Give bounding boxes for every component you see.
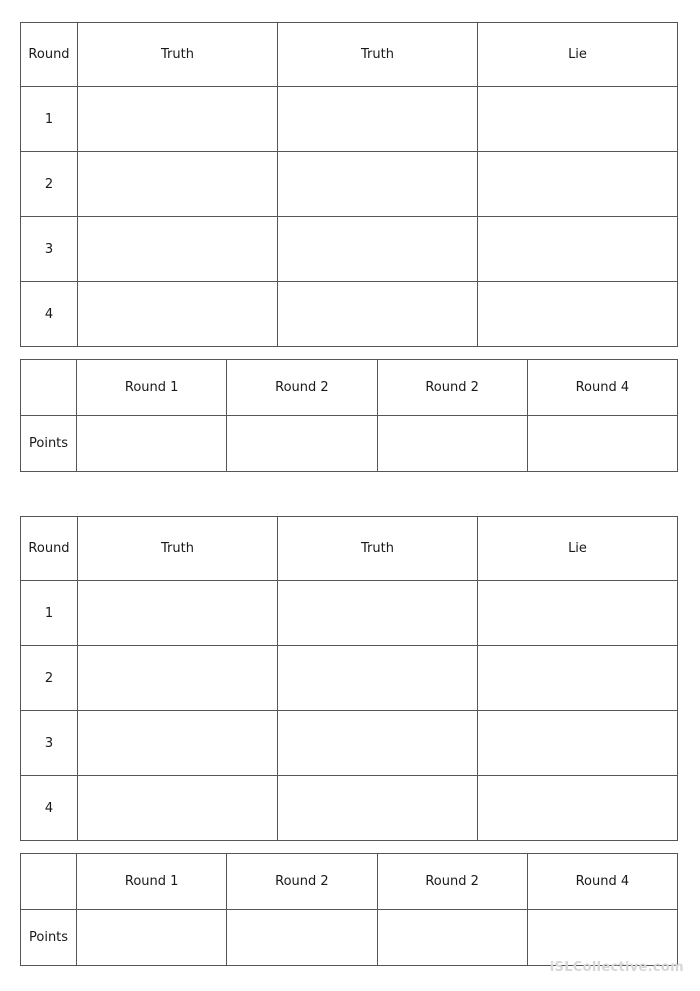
watermark: iSLCollective.com xyxy=(549,960,684,975)
points-row xyxy=(21,416,678,472)
points-row xyxy=(21,910,678,966)
table-row xyxy=(21,217,678,282)
truth-1-cell[interactable] xyxy=(78,581,278,646)
table-row xyxy=(21,776,678,841)
header-round-3: Round 2 xyxy=(377,360,527,416)
rounds-table-2 xyxy=(20,516,678,841)
lie-cell[interactable] xyxy=(478,152,678,217)
points-corner-cell xyxy=(21,360,77,416)
rounds-header-row xyxy=(21,23,678,87)
truth-1-cell[interactable] xyxy=(78,217,278,282)
round-number: 1 xyxy=(21,581,78,646)
header-round-4: Round 4 xyxy=(527,854,677,910)
table-row xyxy=(21,711,678,776)
header-round-1: Round 1 xyxy=(77,360,227,416)
points-label: Points xyxy=(21,416,77,472)
rounds-header-row xyxy=(21,517,678,581)
header-round-4: Round 4 xyxy=(527,360,677,416)
table-row xyxy=(21,581,678,646)
truth-1-cell[interactable] xyxy=(78,87,278,152)
points-cell-round-3[interactable] xyxy=(377,416,527,472)
round-number: 2 xyxy=(21,646,78,711)
header-round-3: Round 2 xyxy=(377,854,527,910)
round-number: 2 xyxy=(21,152,78,217)
truth-2-cell[interactable] xyxy=(278,217,478,282)
table-row xyxy=(21,282,678,347)
lie-cell[interactable] xyxy=(478,646,678,711)
round-number: 4 xyxy=(21,282,78,347)
lie-cell[interactable] xyxy=(478,282,678,347)
truth-1-cell[interactable] xyxy=(78,711,278,776)
lie-cell[interactable] xyxy=(478,87,678,152)
lie-cell[interactable] xyxy=(478,776,678,841)
truth-2-cell[interactable] xyxy=(278,646,478,711)
points-cell-round-4[interactable] xyxy=(527,416,677,472)
points-table-2 xyxy=(20,853,678,966)
header-truth-2: Truth xyxy=(278,23,478,87)
points-cell-round-2[interactable] xyxy=(227,910,377,966)
truth-2-cell[interactable] xyxy=(278,711,478,776)
points-cell-round-1[interactable] xyxy=(77,910,227,966)
lie-cell[interactable] xyxy=(478,581,678,646)
points-header-row xyxy=(21,360,678,416)
truth-1-cell[interactable] xyxy=(78,776,278,841)
header-truth-1: Truth xyxy=(78,23,278,87)
truth-2-cell[interactable] xyxy=(278,87,478,152)
header-truth-2: Truth xyxy=(278,517,478,581)
truth-1-cell[interactable] xyxy=(78,646,278,711)
points-cell-round-4[interactable] xyxy=(527,910,677,966)
header-lie: Lie xyxy=(478,23,678,87)
points-cell-round-3[interactable] xyxy=(377,910,527,966)
truth-2-cell[interactable] xyxy=(278,776,478,841)
points-cell-round-2[interactable] xyxy=(227,416,377,472)
lie-cell[interactable] xyxy=(478,217,678,282)
header-truth-1: Truth xyxy=(78,517,278,581)
table-row xyxy=(21,87,678,152)
truth-2-cell[interactable] xyxy=(278,581,478,646)
points-corner-cell xyxy=(21,854,77,910)
header-round: Round xyxy=(21,23,78,87)
table-row xyxy=(21,646,678,711)
lie-cell[interactable] xyxy=(478,711,678,776)
points-cell-round-1[interactable] xyxy=(77,416,227,472)
header-round: Round xyxy=(21,517,78,581)
points-table-1 xyxy=(20,359,678,472)
round-number: 3 xyxy=(21,711,78,776)
truth-2-cell[interactable] xyxy=(278,152,478,217)
rounds-table-1 xyxy=(20,22,678,347)
truth-1-cell[interactable] xyxy=(78,152,278,217)
truth-2-cell[interactable] xyxy=(278,282,478,347)
header-round-2: Round 2 xyxy=(227,854,377,910)
table-row xyxy=(21,152,678,217)
points-header-row xyxy=(21,854,678,910)
round-number: 4 xyxy=(21,776,78,841)
header-lie: Lie xyxy=(478,517,678,581)
round-number: 3 xyxy=(21,217,78,282)
header-round-2: Round 2 xyxy=(227,360,377,416)
points-label: Points xyxy=(21,910,77,966)
header-round-1: Round 1 xyxy=(77,854,227,910)
round-number: 1 xyxy=(21,87,78,152)
truth-1-cell[interactable] xyxy=(78,282,278,347)
